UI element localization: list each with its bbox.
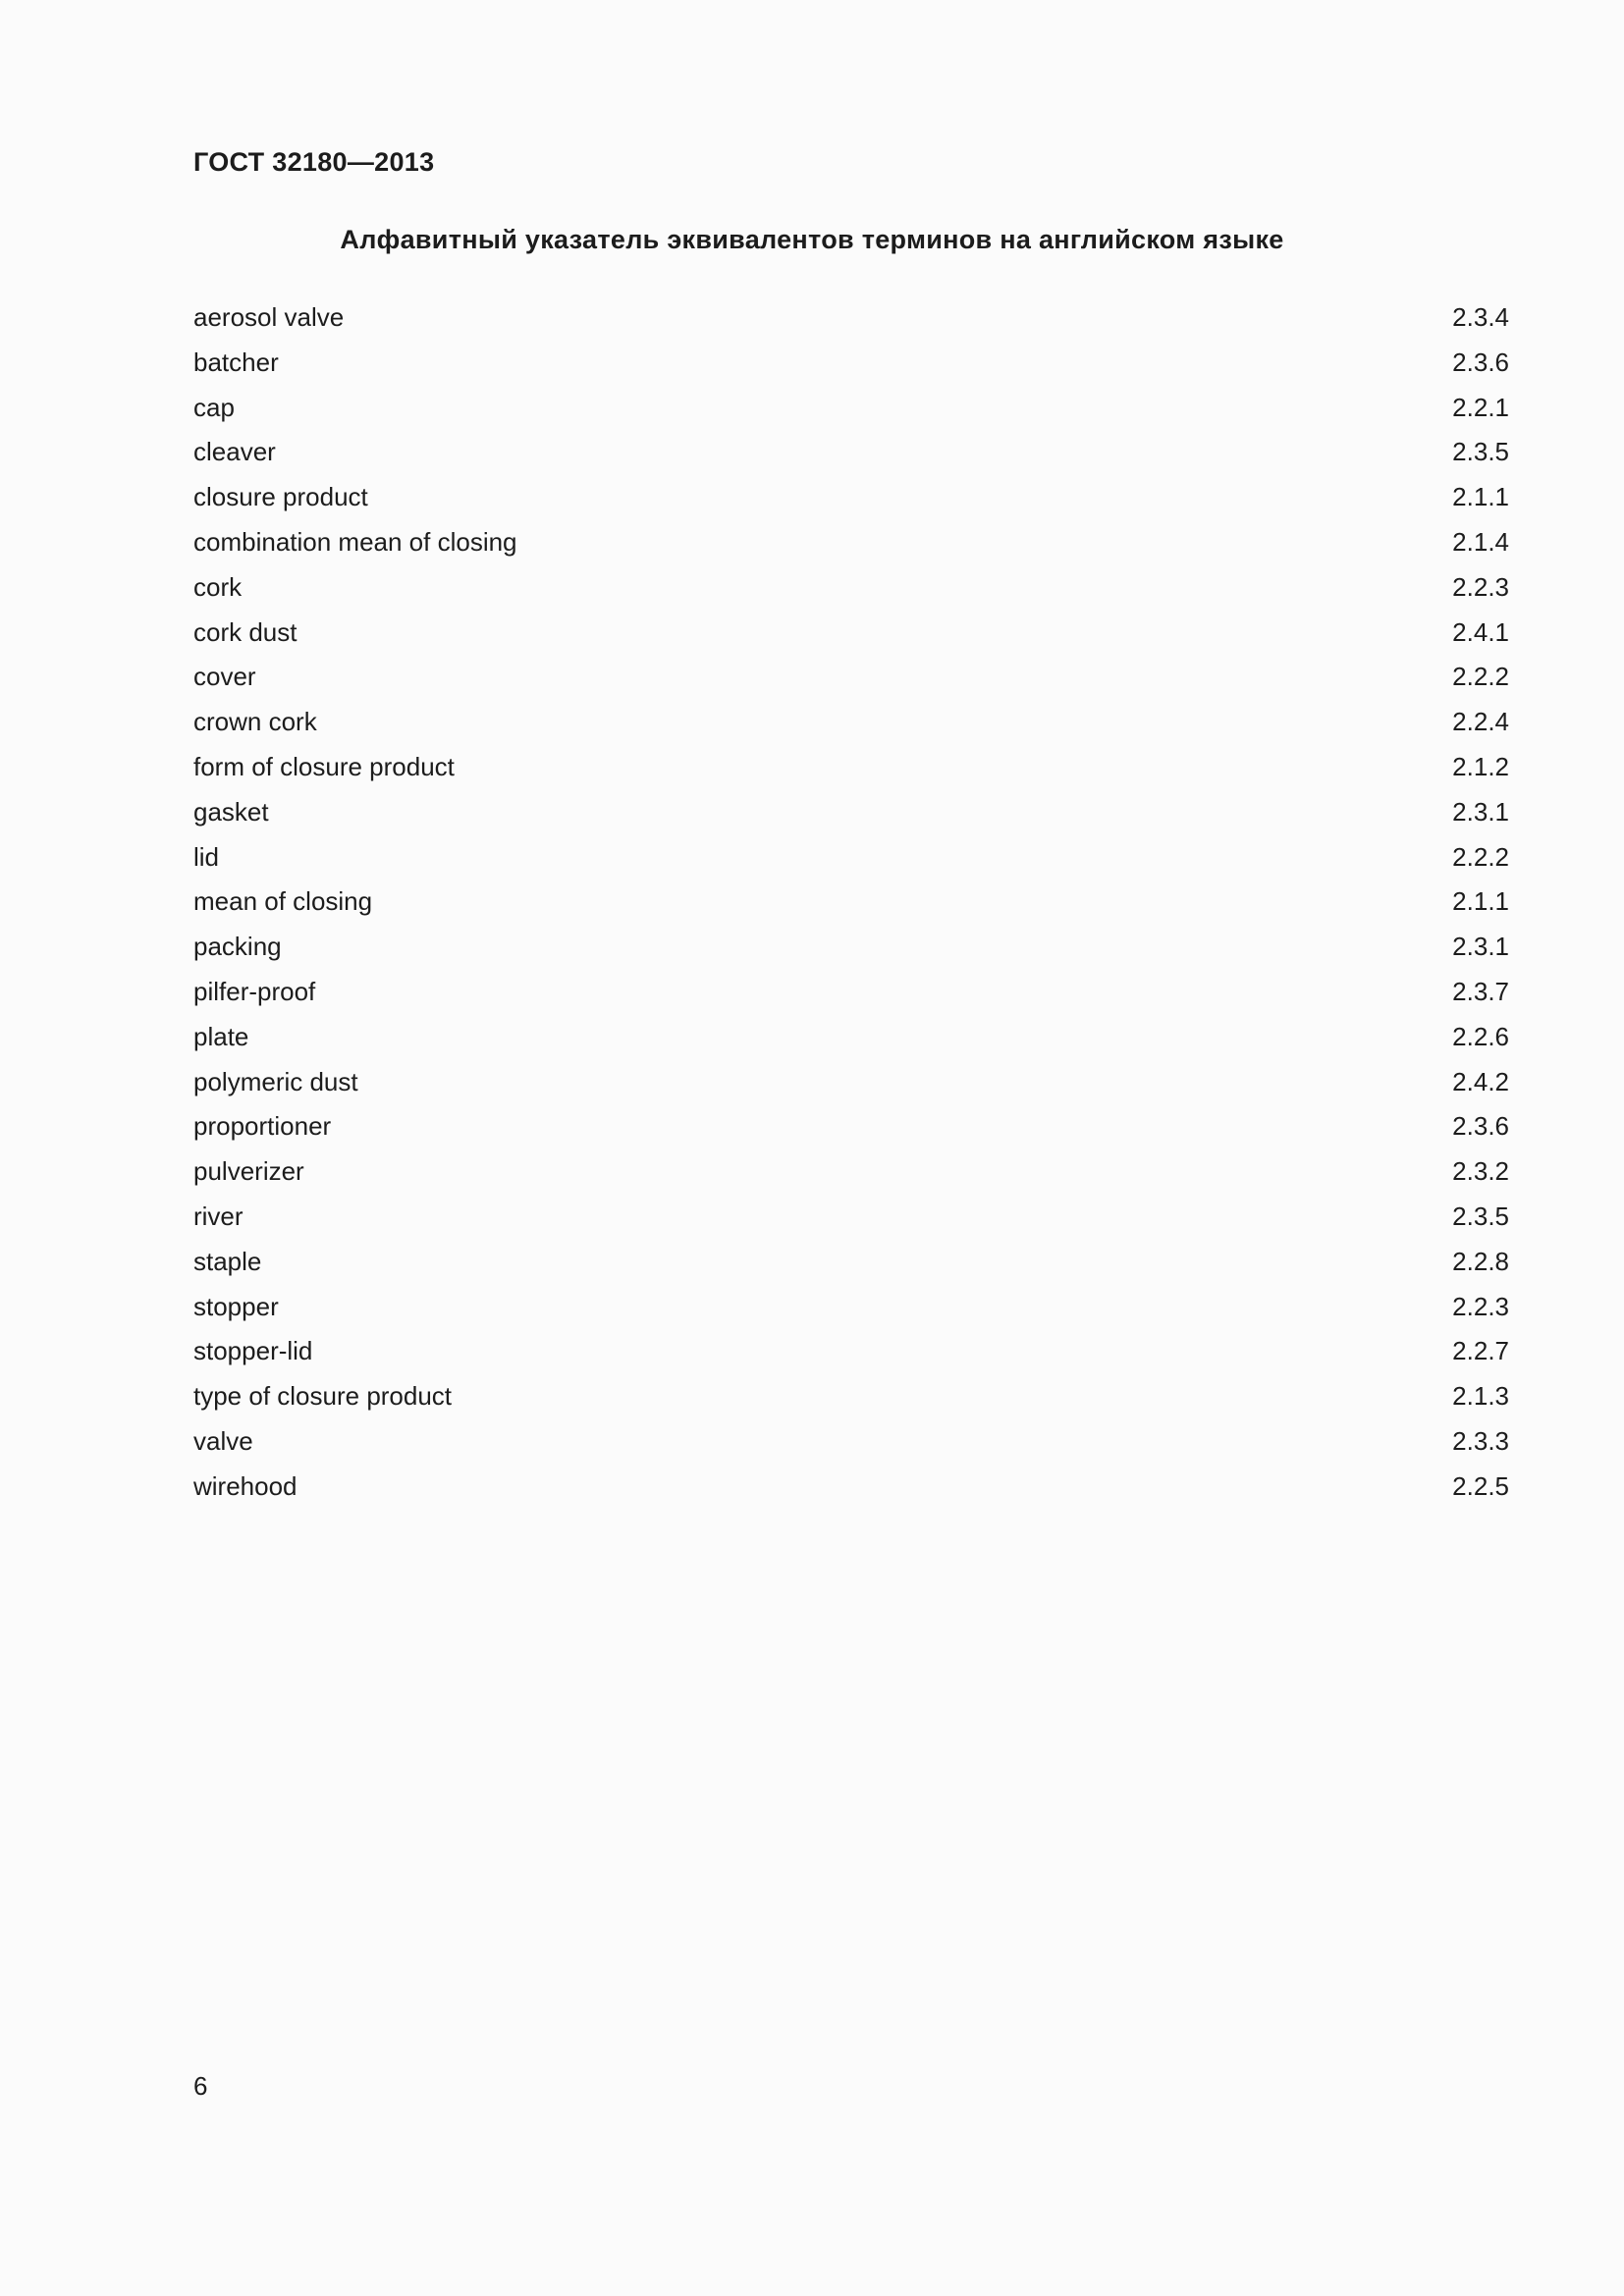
index-ref: 2.3.4 (1452, 302, 1509, 332)
index-row (193, 347, 1509, 393)
index-ref: 2.3.6 (1452, 347, 1509, 377)
index-ref: 2.4.1 (1452, 616, 1509, 647)
index-ref: 2.3.1 (1452, 932, 1509, 962)
index-term: aerosol valve (193, 302, 345, 332)
index-term: closure product (193, 482, 368, 512)
index-term: wirehood (193, 1470, 298, 1501)
index-term: cover (193, 662, 256, 692)
index-row (193, 752, 1509, 797)
index-row (193, 1292, 1509, 1337)
index-ref: 2.3.6 (1452, 1111, 1509, 1142)
index-ref: 2.3.5 (1452, 1201, 1509, 1231)
index-term: lid (193, 841, 220, 872)
index-row (193, 302, 1509, 347)
index-term: plate (193, 1021, 249, 1051)
index-ref: 2.2.3 (1452, 1291, 1509, 1321)
index-row (193, 393, 1509, 438)
index-ref: 2.3.5 (1452, 437, 1509, 467)
index-term: type of closure product (193, 1381, 453, 1412)
index-term: polymeric dust (193, 1066, 358, 1096)
index-ref: 2.2.7 (1452, 1336, 1509, 1366)
index-ref: 2.2.4 (1452, 707, 1509, 737)
index-row (193, 1426, 1509, 1471)
index-term: cap (193, 392, 235, 422)
index-term: pulverizer (193, 1156, 304, 1187)
index-ref: 2.2.5 (1452, 1470, 1509, 1501)
index-ref: 2.2.6 (1452, 1021, 1509, 1051)
index-row (193, 662, 1509, 707)
index-row (193, 797, 1509, 842)
index-row (193, 1022, 1509, 1067)
index-term: cleaver (193, 437, 276, 467)
index-term: stopper-lid (193, 1336, 313, 1366)
index-ref: 2.2.8 (1452, 1246, 1509, 1276)
index-term: combination mean of closing (193, 526, 517, 557)
index-term: valve (193, 1425, 253, 1456)
index-row (193, 1201, 1509, 1247)
index-term: packing (193, 932, 282, 962)
index-row (193, 482, 1509, 527)
index-row (193, 842, 1509, 887)
index-term: cork (193, 571, 243, 602)
term-index-list (193, 302, 1509, 1517)
index-row (193, 1156, 1509, 1201)
index-row (193, 977, 1509, 1022)
index-row (193, 1336, 1509, 1381)
index-term: staple (193, 1246, 262, 1276)
index-ref: 2.1.3 (1452, 1381, 1509, 1412)
index-ref: 2.2.2 (1452, 841, 1509, 872)
index-ref: 2.3.2 (1452, 1156, 1509, 1187)
index-ref: 2.3.3 (1452, 1425, 1509, 1456)
index-row (193, 527, 1509, 572)
index-ref: 2.1.1 (1452, 482, 1509, 512)
index-row (193, 1471, 1509, 1517)
index-row (193, 437, 1509, 482)
index-term: gasket (193, 796, 269, 827)
index-row (193, 886, 1509, 932)
index-term: batcher (193, 347, 279, 377)
index-row (193, 617, 1509, 663)
index-term: form of closure product (193, 751, 455, 781)
index-ref: 2.1.4 (1452, 526, 1509, 557)
index-term: mean of closing (193, 886, 373, 917)
index-row (193, 1381, 1509, 1426)
index-ref: 2.4.2 (1452, 1066, 1509, 1096)
index-term: river (193, 1201, 244, 1231)
index-ref: 2.2.1 (1452, 392, 1509, 422)
index-ref: 2.1.2 (1452, 751, 1509, 781)
index-row (193, 1247, 1509, 1292)
page-number: 6 (193, 2071, 208, 2101)
section-title: Алфавитный указатель эквивалентов терминов на английском языке (340, 225, 1284, 254)
index-row (193, 707, 1509, 752)
index-term: pilfer-proof (193, 976, 316, 1006)
index-term: cork dust (193, 616, 298, 647)
index-row (193, 572, 1509, 617)
index-term: proportioner (193, 1111, 332, 1142)
index-ref: 2.2.3 (1452, 571, 1509, 602)
index-ref: 2.1.1 (1452, 886, 1509, 917)
index-ref: 2.3.7 (1452, 976, 1509, 1006)
index-row (193, 1111, 1509, 1156)
index-ref: 2.2.2 (1452, 662, 1509, 692)
index-row (193, 1067, 1509, 1112)
index-term: crown cork (193, 707, 317, 737)
index-term: stopper (193, 1291, 279, 1321)
index-row (193, 932, 1509, 977)
document-code: ГОСТ 32180—2013 (193, 147, 435, 177)
index-ref: 2.3.1 (1452, 796, 1509, 827)
